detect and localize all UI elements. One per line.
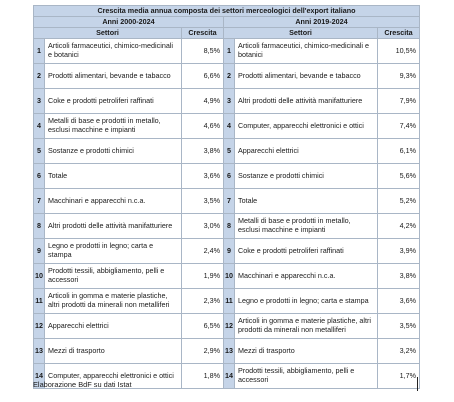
- rank-right: 2: [224, 64, 235, 89]
- sector-right: Macchinari e apparecchi n.c.a.: [235, 264, 378, 289]
- table-row: [34, 64, 420, 89]
- sector-left: Articoli in gomma e materie plastiche, altri prodotti da minerali non metalliferi: [45, 289, 182, 314]
- period-right: Anni 2019-2024: [224, 17, 420, 28]
- sector-left: Computer, apparecchi elettronici e ottici: [45, 364, 182, 389]
- col-header-sector-right: Settori: [224, 28, 378, 39]
- growth-right: 3,5%: [378, 314, 420, 339]
- table-row: [34, 214, 420, 239]
- period-left: Anni 2000-2024: [34, 17, 224, 28]
- growth-right: 10,5%: [378, 39, 420, 64]
- source-note: Elaborazione BdF su dati Istat: [33, 380, 132, 389]
- growth-left: 3,8%: [182, 139, 224, 164]
- growth-left: 1,9%: [182, 264, 224, 289]
- export-growth-table: [33, 5, 420, 389]
- table-row: [34, 89, 420, 114]
- rank-right: 3: [224, 89, 235, 114]
- sector-left: Apparecchi elettrici: [45, 314, 182, 339]
- sector-right: Totale: [235, 189, 378, 214]
- growth-left: 3,6%: [182, 164, 224, 189]
- rank-left: 7: [34, 189, 45, 214]
- rank-right: 12: [224, 314, 235, 339]
- rank-left: 1: [34, 39, 45, 64]
- sector-right: Prodotti alimentari, bevande e tabacco: [235, 64, 378, 89]
- sector-right: Apparecchi elettrici: [235, 139, 378, 164]
- growth-right: 7,9%: [378, 89, 420, 114]
- sector-left: Macchinari e apparecchi n.c.a.: [45, 189, 182, 214]
- growth-left: 2,3%: [182, 289, 224, 314]
- table-title: Crescita media annua composta dei settori merceologici dell'export italiano: [34, 6, 420, 17]
- rank-left: 4: [34, 114, 45, 139]
- sector-right: Mezzi di trasporto: [235, 339, 378, 364]
- growth-right: 4,2%: [378, 214, 420, 239]
- growth-left: 2,9%: [182, 339, 224, 364]
- rank-left: 3: [34, 89, 45, 114]
- growth-left: 4,6%: [182, 114, 224, 139]
- sector-left: Legno e prodotti in legno; carta e stampa: [45, 239, 182, 264]
- sector-right: Metalli di base e prodotti in metallo, esclusi macchine e impianti: [235, 214, 378, 239]
- sector-left: Altri prodotti delle attività manifatturiere: [45, 214, 182, 239]
- sector-left: Prodotti alimentari, bevande e tabacco: [45, 64, 182, 89]
- col-header-sector-left: Settori: [34, 28, 182, 39]
- rank-right: 6: [224, 164, 235, 189]
- sector-right: Coke e prodotti petroliferi raffinati: [235, 239, 378, 264]
- table-row: [34, 39, 420, 64]
- rank-right: 4: [224, 114, 235, 139]
- sector-right: Legno e prodotti in legno; carta e stampa: [235, 289, 378, 314]
- growth-left: 3,0%: [182, 214, 224, 239]
- rank-left: 11: [34, 289, 45, 314]
- growth-right: 3,2%: [378, 339, 420, 364]
- growth-right: 3,8%: [378, 264, 420, 289]
- growth-left: 1,8%: [182, 364, 224, 389]
- rank-left: 6: [34, 164, 45, 189]
- sector-right: Computer, apparecchi elettronici e ottici: [235, 114, 378, 139]
- col-header-growth-right: Crescita: [378, 28, 420, 39]
- rank-right: 11: [224, 289, 235, 314]
- rank-right: 5: [224, 139, 235, 164]
- growth-right: 5,2%: [378, 189, 420, 214]
- sector-right: Altri prodotti delle attività manifatturiere: [235, 89, 378, 114]
- table-row: [34, 114, 420, 139]
- table-row: [34, 314, 420, 339]
- table-row: [34, 264, 420, 289]
- growth-left: 3,5%: [182, 189, 224, 214]
- growth-left: 6,5%: [182, 314, 224, 339]
- sector-left: Coke e prodotti petroliferi raffinati: [45, 89, 182, 114]
- rank-right: 8: [224, 214, 235, 239]
- rank-right: 14: [224, 364, 235, 389]
- rank-left: 14: [34, 364, 45, 389]
- rank-right: 9: [224, 239, 235, 264]
- document: [33, 5, 419, 389]
- rank-left: 10: [34, 264, 45, 289]
- growth-left: 8,5%: [182, 39, 224, 64]
- sector-left: Articoli farmaceutici, chimico-medicinali e botanici: [45, 39, 182, 64]
- sector-right: Articoli farmaceutici, chimico-medicinali e botanici: [235, 39, 378, 64]
- table-row: [34, 189, 420, 214]
- text-cursor: [417, 377, 418, 391]
- sector-right: Articoli in gomma e materie plastiche, altri prodotti da minerali non metalliferi: [235, 314, 378, 339]
- rank-left: 12: [34, 314, 45, 339]
- sector-left: Totale: [45, 164, 182, 189]
- table-row: [34, 339, 420, 364]
- growth-right: 5,6%: [378, 164, 420, 189]
- table-row: [34, 239, 420, 264]
- sector-left: Metalli di base e prodotti in metallo, esclusi macchine e impianti: [45, 114, 182, 139]
- sector-right: Prodotti tessili, abbigliamento, pelli e accessori: [235, 364, 378, 389]
- growth-right: 6,1%: [378, 139, 420, 164]
- sector-left: Prodotti tessili, abbigliamento, pelli e accessori: [45, 264, 182, 289]
- rank-left: 2: [34, 64, 45, 89]
- rank-right: 7: [224, 189, 235, 214]
- growth-left: 2,4%: [182, 239, 224, 264]
- growth-right: 3,6%: [378, 289, 420, 314]
- col-header-growth-left: Crescita: [182, 28, 224, 39]
- table-row: [34, 139, 420, 164]
- sector-left: Sostanze e prodotti chimici: [45, 139, 182, 164]
- growth-left: 6,6%: [182, 64, 224, 89]
- rank-left: 5: [34, 139, 45, 164]
- rank-left: 9: [34, 239, 45, 264]
- rank-right: 10: [224, 264, 235, 289]
- rank-right: 13: [224, 339, 235, 364]
- growth-right: 3,9%: [378, 239, 420, 264]
- growth-left: 4,9%: [182, 89, 224, 114]
- sector-right: Sostanze e prodotti chimici: [235, 164, 378, 189]
- rank-left: 8: [34, 214, 45, 239]
- growth-right: 9,3%: [378, 64, 420, 89]
- table-row: [34, 164, 420, 189]
- growth-right: 1,7%: [378, 364, 420, 389]
- sector-left: Mezzi di trasporto: [45, 339, 182, 364]
- rank-right: 1: [224, 39, 235, 64]
- table-row: [34, 289, 420, 314]
- growth-right: 7,4%: [378, 114, 420, 139]
- rank-left: 13: [34, 339, 45, 364]
